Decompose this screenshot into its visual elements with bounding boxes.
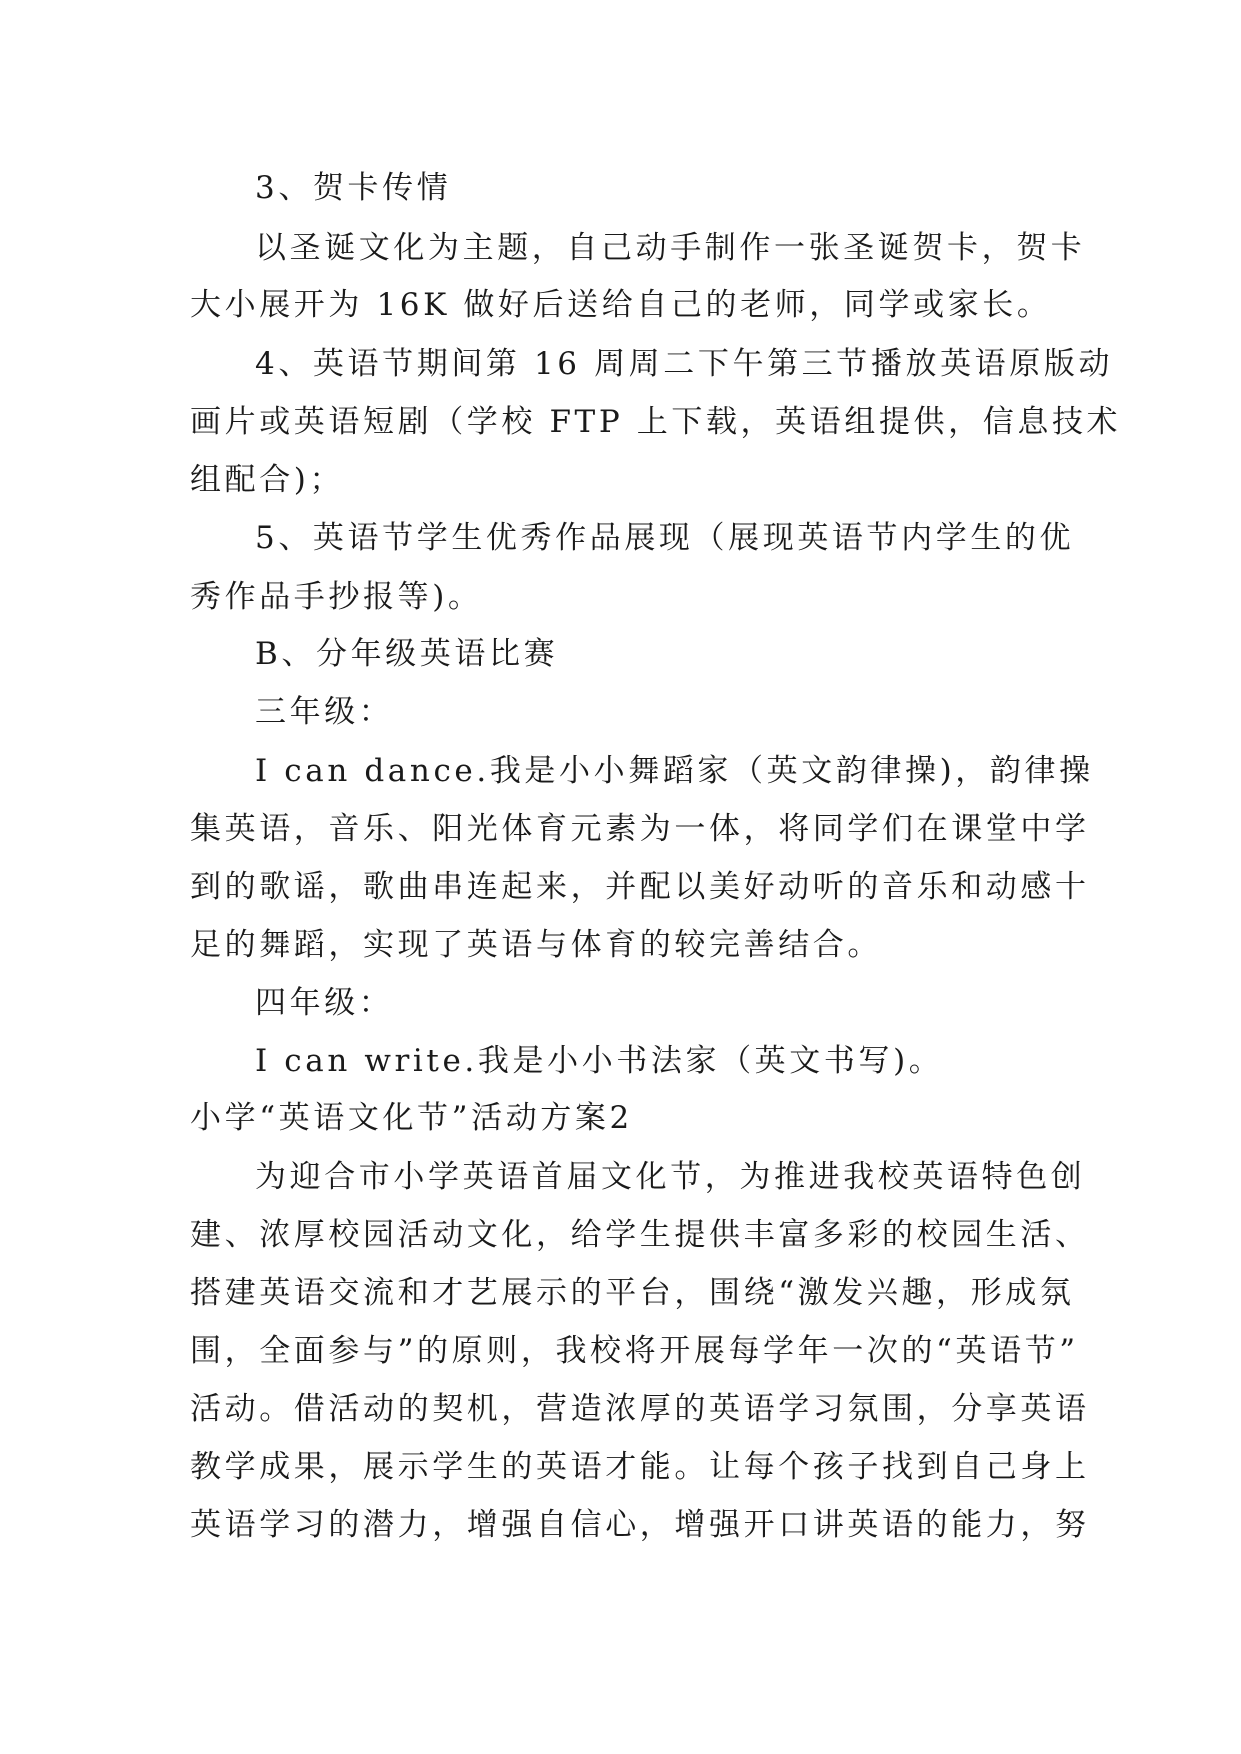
paragraph-line: 5、英语节学生优秀作品展现（展现英语节内学生的优 [255,520,1075,556]
section-heading-grade-competition: B、分年级英语比赛 [255,636,559,672]
paragraph-line: 教学成果，展示学生的英语才能。让每个孩子找到自己身上 [190,1449,1090,1485]
paragraph-line: 活动。借活动的契机，营造浓厚的英语学习氛围，分享英语 [190,1391,1090,1427]
paragraph-line: 到的歌谣，歌曲串连起来，并配以美好动听的音乐和动感十 [190,869,1090,905]
subheading-grade-three: 三年级： [255,694,394,730]
paragraph-line: 为迎合市小学英语首届文化节，为推进我校英语特色创 [255,1159,1086,1195]
paragraph-line: 组配合)； [190,462,345,498]
section-heading-greeting-cards: 3、贺卡传情 [255,170,452,206]
paragraph-line: 集英语，音乐、阳光体育元素为一体，将同学们在课堂中学 [190,811,1090,847]
paragraph-line: 建、浓厚校园活动文化，给学生提供丰富多彩的校园生活、 [190,1217,1090,1253]
document-title-plan-2: 小学“英语文化节”活动方案2 [190,1100,633,1136]
paragraph-line: 足的舞蹈，实现了英语与体育的较完善结合。 [190,927,882,963]
paragraph-line: 搭建英语交流和才艺展示的平台，围绕“激发兴趣，形成氛 [190,1275,1075,1311]
subheading-grade-four: 四年级： [255,985,394,1021]
paragraph-line: I can write.我是小小书法家（英文书写)。 [255,1043,944,1079]
paragraph-line: 英语学习的潜力，增强自信心，增强开口讲英语的能力，努 [190,1507,1090,1543]
paragraph-line: I can dance.我是小小舞蹈家（英文韵律操)，韵律操 [255,753,1094,789]
paragraph-line: 画片或英语短剧（学校 FTP 上下载，英语组提供，信息技术 [190,404,1122,440]
paragraph-line: 以圣诞文化为主题，自己动手制作一张圣诞贺卡，贺卡 [255,230,1086,266]
paragraph-line: 秀作品手抄报等)。 [190,579,483,615]
paragraph-line: 围，全面参与”的原则，我校将开展每学年一次的“英语节” [190,1333,1079,1369]
paragraph-line: 4、英语节期间第 16 周周二下午第三节播放英语原版动 [255,346,1114,382]
paragraph-line: 大小展开为 16K 做好后送给自己的老师，同学或家长。 [190,287,1052,323]
